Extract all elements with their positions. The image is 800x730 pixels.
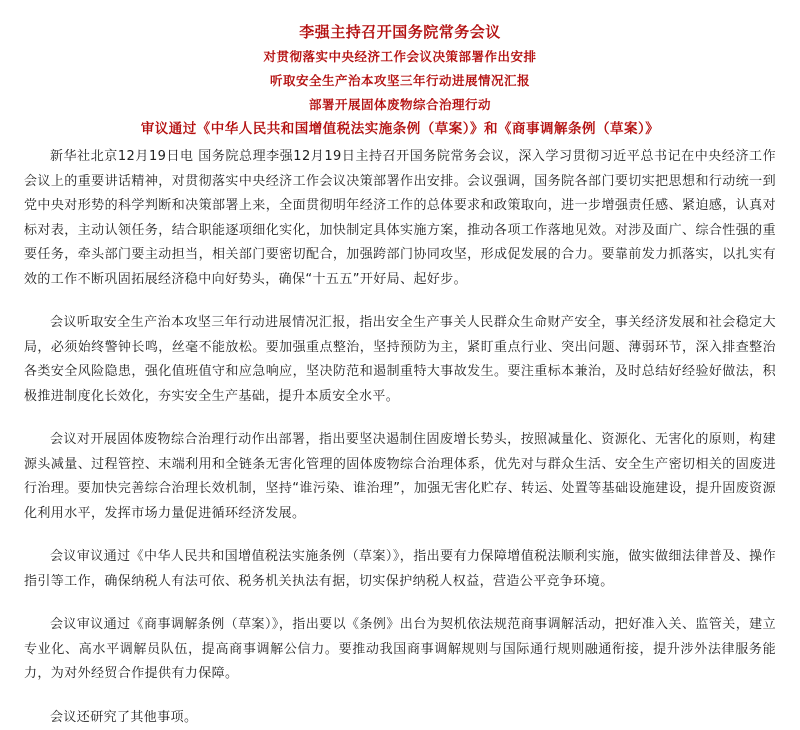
subtitle-list bbox=[24, 45, 776, 141]
subtitle-solid-waste: 部署开展固体废物综合治理行动 bbox=[24, 93, 776, 117]
subtitle-safety-production: 听取安全生产治本攻坚三年行动进展情况汇报 bbox=[24, 69, 776, 93]
paragraph-safety-production: 会议听取安全生产治本攻坚三年行动进展情况汇报，指出安全生产事关人民群众生命财产安全，事关经济发展和社会稳定大局，必须始终警钟长鸣，丝毫不能放松。要加强重点整治，坚持预防为主，紧盯重点行业、突出问题、薄弱环节，深入排查整治各类安全风险隐患，强化值班值守和应急响应，坚决防范和遏制重特大事故发生。要注重标本兼治，及时总结好经验好做法，积极推进制度化长效化，夯实安全生产基础，提升本质安全水平。 bbox=[24, 311, 776, 409]
article-title: 李强主持召开国务院常务会议 bbox=[24, 22, 776, 42]
paragraph-vat-law: 会议审议通过《中华人民共和国增值税法实施条例（草案）》，指出要有力保障增值税法顺利实施，做实做细法律普及、操作指引等工作，确保纳税人有法可依、税务机关执法有据，切实保护纳税人权益，营造公平竞争环境。 bbox=[24, 545, 776, 594]
paragraph-solid-waste: 会议对开展固体废物综合治理行动作出部署，指出要坚决遏制住固废增长势头，按照减量化、资源化、无害化的原则，构建源头减量、过程管控、末端利用和全链条无害化管理的固体废物综合治理体系，优先对与群众生活、安全生产密切相关的固废进行治理。要加快完善综合治理长效机制，坚持“谁污染、谁治理”，加强无害化贮存、转运、处置等基础设施建设，提升固废资源化利用水平，发挥市场力量促进循环经济发展。 bbox=[24, 428, 776, 526]
paragraph-economic-work: 新华社北京12月19日电 国务院总理李强12月19日主持召开国务院常务会议，深入学习贯彻习近平总书记在中央经济工作会议上的重要讲话精神，对贯彻落实中央经济工作会议决策部署作出安排。会议强调，国务院各部门要切实把思想和行动统一到党中央对形势的科学判断和决策部署上来，全面贯彻明年经济工作的总体要求和政策取向，进一步增强责任感、紧迫感，认真对标对表，主动认领任务，结合职能逐项细化实化，加快制定具体实施方案，推动各项工作落地见效。对涉及面广、综合性强的重要任务，牵头部门要主动担当，相关部门要密切配合，加强跨部门协同攻坚，形成促发展的合力。要靠前发力抓落实，以扎实有效的工作不断巩固拓展经济稳中向好势头，确保“十五五”开好局、起好步。 bbox=[24, 145, 776, 292]
paragraph-other-matters: 会议还研究了其他事项。 bbox=[24, 706, 776, 730]
article-body bbox=[24, 145, 776, 730]
paragraph-commercial-mediation: 会议审议通过《商事调解条例（草案）》，指出要以《条例》出台为契机依法规范商事调解活动，把好准入关、监管关，建立专业化、高水平调解员队伍，提高商事调解公信力。要推动我国商事调解规则与国际通行规则融通衔接，提升涉外法律服务能力，为对外经贸合作提供有力保障。 bbox=[24, 613, 776, 687]
subtitle-regulations: 审议通过《中华人民共和国增值税法实施条例（草案）》和《商事调解条例（草案）》 bbox=[24, 117, 776, 141]
subtitle-economic-work: 对贯彻落实中央经济工作会议决策部署作出安排 bbox=[24, 45, 776, 69]
